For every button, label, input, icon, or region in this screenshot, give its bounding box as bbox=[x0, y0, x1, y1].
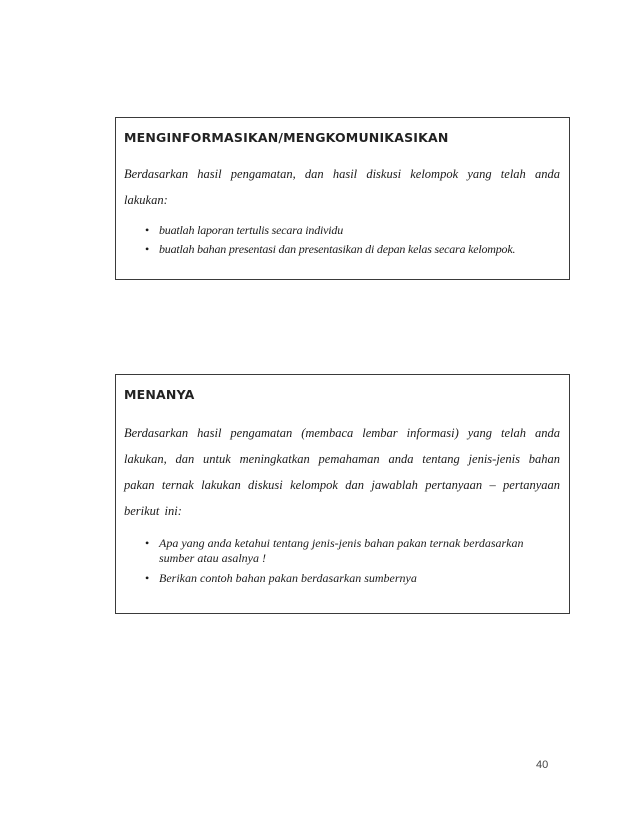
bullet-icon: • bbox=[145, 571, 150, 585]
page-number: 40 bbox=[536, 759, 549, 771]
activity-box-menginformasikan bbox=[115, 117, 570, 280]
box-instruction-text: Berdasarkan hasil pengamatan, dan hasil diskusi kelompok yang telah anda lakukan: bbox=[124, 167, 560, 207]
box-title: MENANYA bbox=[124, 387, 195, 402]
bullet-icon: • bbox=[145, 242, 150, 256]
list-item: • buatlah bahan presentasi dan presentasikan di depan kelas secara kelompok. bbox=[145, 242, 516, 256]
list-item: • Apa yang anda ketahui tentang jenis-jenis bahan pakan ternak berdasarkan sumber atau asalnya ! bbox=[145, 536, 524, 565]
box-title: MENGINFORMASIKAN/MENGKOMUNIKASIKAN bbox=[124, 130, 449, 145]
bullet-list bbox=[124, 536, 560, 586]
bullet-icon: • bbox=[145, 223, 150, 237]
box-instruction-text: Berdasarkan hasil pengamatan (membaca lembar informasi) yang telah anda lakukan, dan untuk meningkatkan pemahaman anda tentang jenis-jenis bahan pakan ternak lakukan diskusi kelompok dan jawablah pertanyaan – pertanyaan berikut ini: bbox=[124, 426, 560, 518]
bullet-icon: • bbox=[145, 536, 150, 550]
activity-box-menanya bbox=[115, 374, 570, 614]
list-item: • buatlah laporan tertulis secara individu bbox=[145, 223, 343, 237]
list-item: • Berikan contoh bahan pakan berdasarkan sumbernya bbox=[145, 571, 417, 585]
bullet-list bbox=[124, 223, 560, 257]
